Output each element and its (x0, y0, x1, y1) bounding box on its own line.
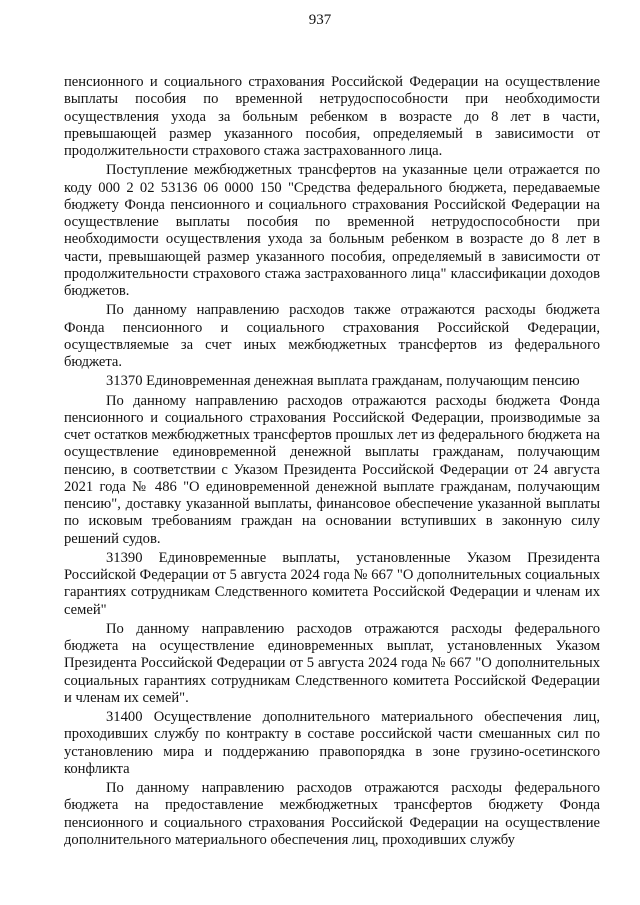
document-body (64, 74, 600, 849)
page-number: 937 (308, 12, 332, 28)
heading-31400: 31400 Осуществление дополнительного материального обеспечения лиц, проходивших службу по контракту в составе российской части смешанных сил по установлению мира и поддержанию правопорядка в зоне грузино-осетинского конфликта (64, 709, 600, 777)
heading-31390: 31390 Единовременные выплаты, установленные Указом Президента Российской Федерации от 5 августа 2024 года № 667 "О дополнительных социальных гарантиях сотрудникам Следственного комитета Российской Федерации и членам их семей" (64, 549, 600, 618)
paragraph-31400-description: По данному направлению расходов отражаются расходы федерального бюджета на предоставление межбюджетных трансфертов бюджету Фонда пенсионного и социального страхования Российской Федерации на осуществление дополнительного материального обеспечения лиц, проходивших службу (64, 780, 600, 848)
paragraph-continuation: пенсионного и социального страхования Российской Федерации на осуществление выплаты пособия по временной нетрудоспособности при необходимости осуществления ухода за больным ребенком в возрасте до 8 лет в части, превышающей размер указанного пособия, определяемый в зависимости от продолжительности страхового стажа застрахованного лица. (64, 74, 600, 159)
paragraph-31390-description: По данному направлению расходов отражаются расходы федерального бюджета на осуществление единовременных выплат, установленных Указом Президента Российской Федерации от 5 августа 2024 года № 667 "О дополнительных социальных гарантиях сотрудникам Следственного комитета Российской Федерации и членам их семей". (64, 620, 600, 706)
heading-31370: 31370 Единовременная денежная выплата гражданам, получающим пенсию (106, 373, 580, 390)
paragraph-31370-description: По данному направлению расходов отражаются расходы бюджета Фонда пенсионного и социального страхования Российской Федерации, производимые за счет остатков межбюджетных трансфертов прошлых лет из федерального бюджета на осуществление единовременной денежной выплаты гражданам, получающим пенсию, в соответствии с Указом Президента Российской Федерации от 24 августа 2021 года № 486 "О единовременной денежной выплате гражданам, получающим пенсию", доставку указанной выплаты, финансовое обеспечение указанной выплаты по исковым требованиям граждан на основании вступивших в законную силу решений судов. (64, 392, 600, 547)
paragraph-revenue-code: Поступление межбюджетных трансфертов на указанные цели отражается по коду 000 2 02 53136 06 0000 150 "Средства федерального бюджета, передаваемые бюджету Фонда пенсионного и социального страхования Российской Федерации на осуществление выплаты пособия по временной нетрудоспособности при необходимости осуществления ухода за больным ребенком в возрасте до 8 лет в части, превышающей размер указанного пособия, определяемый в зависимости от продолжительности страхового стажа застрахованного лица" классификации доходов бюджетов. (64, 162, 600, 299)
paragraph-other-transfers: По данному направлению расходов также отражаются расходы бюджета Фонда пенсионного и социального страхования Российской Федерации, осуществляемые за счет иных межбюджетных трансфертов из федерального бюджета. (64, 302, 600, 370)
